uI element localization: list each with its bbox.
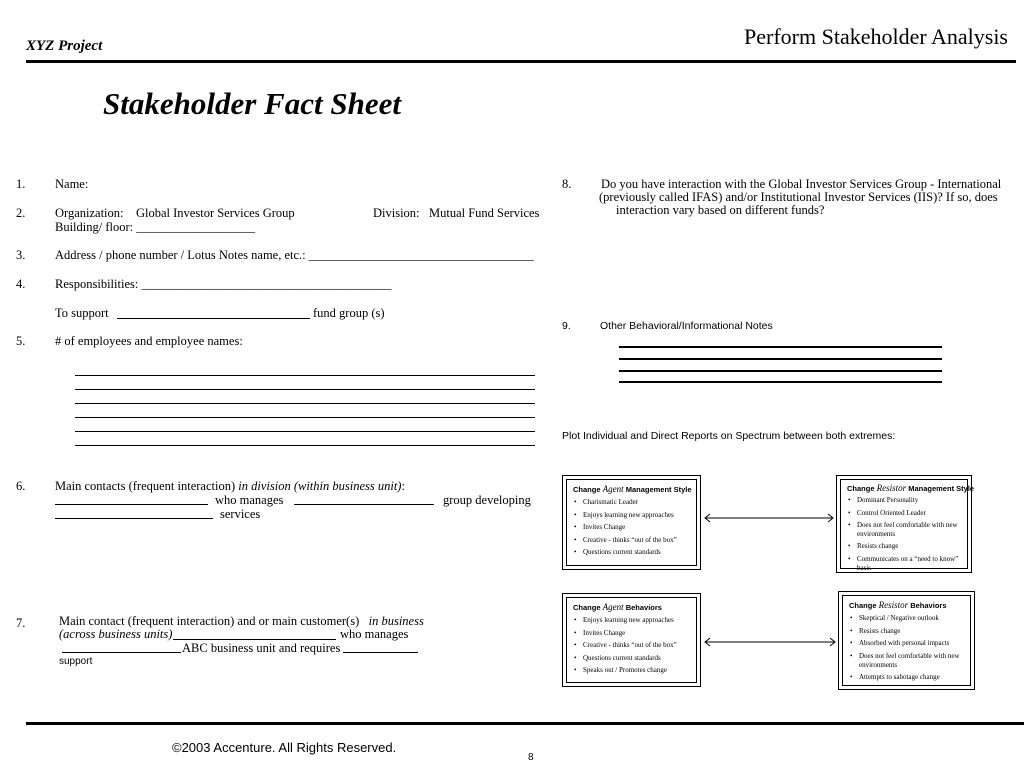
q5-label: # of employees and employee names: xyxy=(55,334,243,348)
page-number: 8 xyxy=(528,752,534,763)
box-list xyxy=(573,498,690,557)
q4-responsibilities-field[interactable]: Responsibilities: ________________________________________ xyxy=(55,277,392,291)
spectrum-arrow-style xyxy=(702,512,836,524)
q8-line3: interaction vary based on different funds? xyxy=(616,203,825,217)
employee-name-line[interactable] xyxy=(75,417,535,418)
list-item: • Absorbed with personal impacts xyxy=(849,639,964,648)
list-item: • Invites Change xyxy=(573,629,690,638)
box-title-pre: Change xyxy=(849,601,877,610)
q7-number: 7. xyxy=(16,616,26,630)
q6-developing-blank[interactable] xyxy=(55,518,213,519)
q7-contact-blank[interactable] xyxy=(173,639,336,640)
change-agent-behaviors-box xyxy=(562,593,701,687)
q4-number: 4. xyxy=(16,277,26,291)
q1-number: 1. xyxy=(16,177,26,191)
q3-address-field[interactable]: Address / phone number / Lotus Notes name, etc.: ____________________________________ xyxy=(55,248,534,262)
q7-line4: support xyxy=(59,656,93,667)
q2-division-label: Division: xyxy=(373,206,420,220)
header-rule xyxy=(26,60,1016,63)
plot-instruction: Plot Individual and Direct Reports on Spectrum between both extremes: xyxy=(562,430,896,442)
q1-label: Name: xyxy=(55,177,89,191)
change-agent-style-box xyxy=(562,475,701,570)
box-title-post: Behaviors xyxy=(625,603,662,612)
q4-support-pre: To support xyxy=(55,306,109,320)
list-item: • Dominant Personality xyxy=(847,496,961,505)
q6-line1-pre: Main contacts (frequent interaction) xyxy=(55,479,236,493)
box-title-italic: Agent xyxy=(602,602,624,612)
list-item: • Does not feel comfortable with new environments xyxy=(849,652,964,670)
notes-line[interactable] xyxy=(619,358,942,360)
q7-manages-blank[interactable] xyxy=(62,652,181,653)
employee-name-line[interactable] xyxy=(75,431,535,432)
q8-line2: (previously called IFAS) and/or Institutional Investor Services (IIS)? If so, does xyxy=(599,190,998,204)
box-title xyxy=(847,483,975,493)
list-item: • Attempts to sabotage change xyxy=(849,673,964,682)
box-title-post: Management Style xyxy=(625,485,692,494)
q2-org-value: Global Investor Services Group xyxy=(136,206,295,220)
list-item: • Resists change xyxy=(847,542,961,551)
list-item: • Enjoys learning new approaches xyxy=(573,511,690,520)
page-header-title: Perform Stakeholder Analysis xyxy=(744,24,1008,49)
change-resistor-style-box xyxy=(836,475,975,573)
list-item: • Questions current standards xyxy=(573,548,690,557)
change-resistor-behaviors-box xyxy=(838,591,975,690)
list-item: • Enjoys learning new approaches xyxy=(573,616,690,625)
q3-number: 3. xyxy=(16,248,26,262)
q2-building-field[interactable]: Building/ floor: ___________________ xyxy=(55,220,255,234)
q2-number: 2. xyxy=(16,206,26,220)
list-item: • Creative - thinks “out of the box” xyxy=(573,536,690,545)
box-title-italic: Resistor xyxy=(876,483,907,493)
project-name: XYZ Project xyxy=(26,38,103,54)
list-item: • Control Oriented Leader xyxy=(847,509,961,518)
box-title xyxy=(849,600,964,610)
list-item: • Charismatic Leader xyxy=(573,498,690,507)
q6-services: services xyxy=(220,507,261,521)
box-title-pre: Change xyxy=(573,603,601,612)
q8-line1: Do you have interaction with the Global Investor Services Group - International xyxy=(601,177,1002,191)
q7-line3-mid: ABC business unit and requires xyxy=(182,641,341,655)
box-title-italic: Resistor xyxy=(878,600,909,610)
q6-line1-post: : xyxy=(401,479,405,493)
box-title-pre: Change xyxy=(847,484,875,493)
q7-line1 xyxy=(59,614,424,628)
q7-line2-italic: (across business units) xyxy=(59,627,173,641)
box-title-pre: Change xyxy=(573,485,601,494)
q2-org-label: Organization: xyxy=(55,206,124,220)
footer-rule xyxy=(26,722,1024,725)
employee-name-line[interactable] xyxy=(75,375,535,376)
q6-number: 6. xyxy=(16,479,26,493)
list-item: • Communicates on a “need to know” basis xyxy=(847,555,961,573)
employee-name-line[interactable] xyxy=(75,445,535,446)
box-title xyxy=(573,602,690,612)
q6-group-developing: group developing xyxy=(443,493,531,507)
employee-name-line[interactable] xyxy=(75,403,535,404)
q7-line1-pre: Main contact (frequent interaction) and or main customer(s) xyxy=(59,614,360,628)
box-title-post: Behaviors xyxy=(910,601,947,610)
copyright: ©2003 Accenture. All Rights Reserved. xyxy=(172,740,397,755)
q7-requires-blank[interactable] xyxy=(343,652,418,653)
list-item: • Skeptical / Negative outlook xyxy=(849,614,964,623)
q7-who-manages: who manages xyxy=(340,627,409,641)
q6-line1-italic: in division (within business unit) xyxy=(238,479,402,493)
box-title xyxy=(573,484,690,494)
notes-line[interactable] xyxy=(619,381,942,383)
q6-who-manages: who manages xyxy=(215,493,284,507)
list-item: • Invites Change xyxy=(573,523,690,532)
list-item: • Speaks out / Promotes change xyxy=(573,666,690,675)
list-item: • Creative - thinks “out of the box” xyxy=(573,641,690,650)
q6-manages-blank[interactable] xyxy=(294,504,434,505)
q8-number: 8. xyxy=(562,177,572,191)
box-list xyxy=(847,496,961,573)
box-list xyxy=(573,616,690,675)
q9-number: 9. xyxy=(562,320,571,332)
box-title-post: Management Style xyxy=(908,484,975,493)
q6-line1 xyxy=(55,479,405,493)
q2-division-value: Mutual Fund Services xyxy=(429,206,540,220)
q4-support-post: fund group (s) xyxy=(313,306,385,320)
box-title-italic: Agent xyxy=(602,484,624,494)
box-list xyxy=(849,614,964,682)
spectrum-arrow-behaviors xyxy=(702,636,838,648)
sheet-title: Stakeholder Fact Sheet xyxy=(103,86,401,121)
q7-line1-italic: in business xyxy=(368,614,424,628)
list-item: • Questions current standards xyxy=(573,654,690,663)
notes-line[interactable] xyxy=(619,370,942,372)
q4-support-blank[interactable] xyxy=(117,318,310,319)
q9-label: Other Behavioral/Informational Notes xyxy=(600,320,773,332)
q6-contact-blank[interactable] xyxy=(55,504,208,505)
employee-name-line[interactable] xyxy=(75,389,535,390)
list-item: • Does not feel comfortable with new environments xyxy=(847,521,961,539)
notes-line[interactable] xyxy=(619,346,942,348)
list-item: • Resists change xyxy=(849,627,964,636)
q5-number: 5. xyxy=(16,334,26,348)
